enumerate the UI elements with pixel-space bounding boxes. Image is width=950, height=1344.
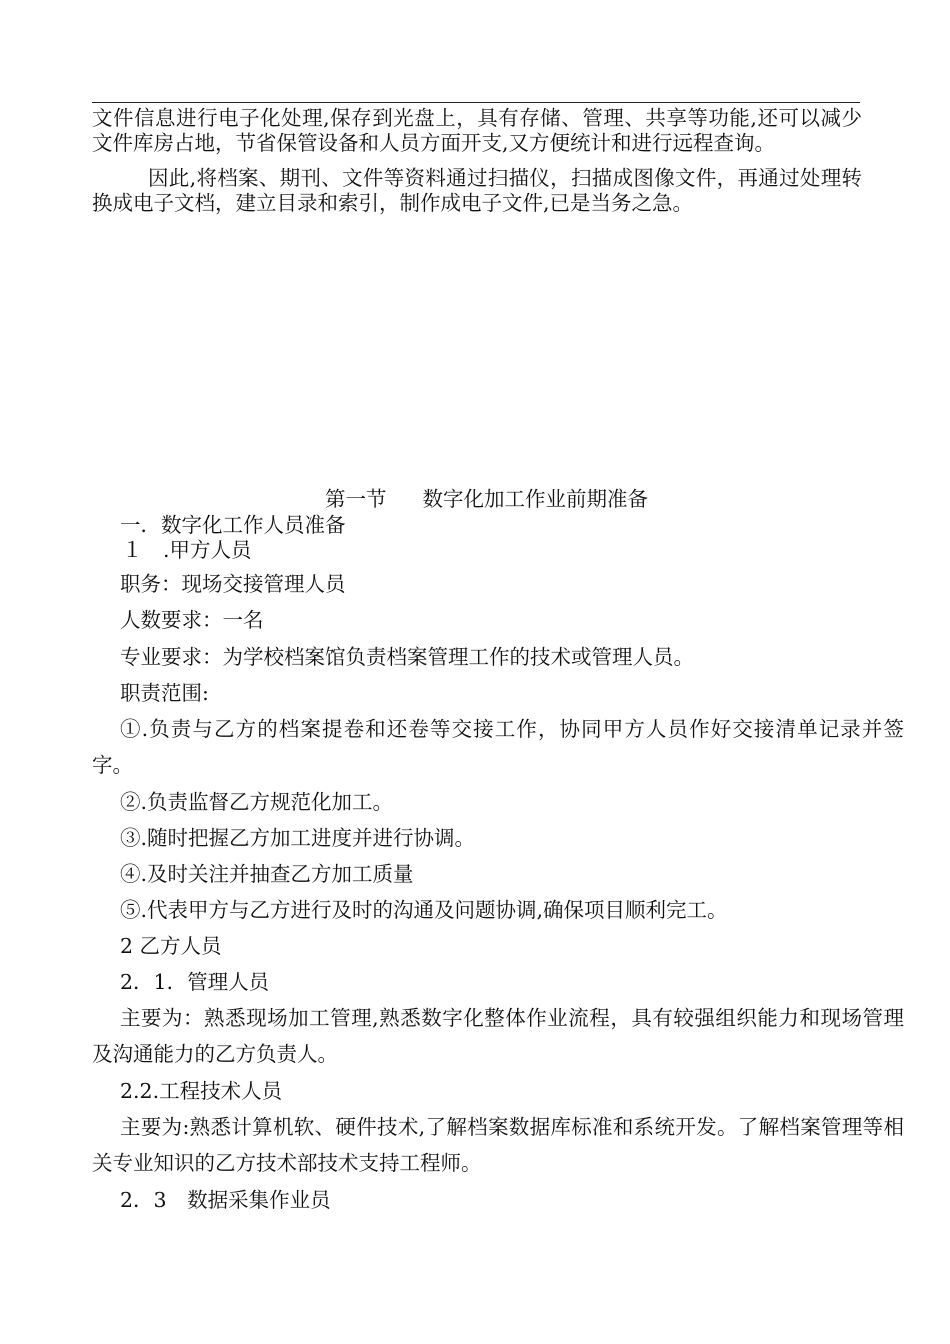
text-major: 专业要求：为学校档案馆负责档案管理工作的技术或管理人员。 bbox=[120, 645, 694, 669]
engineers-description: 主要为:熟悉计算机软、硬件技术,了解档案数据库标准和系统开发。了解档案管理等相关专业知识的乙方技术部技术支持工程师。 bbox=[92, 1115, 904, 1175]
heading-managers: 2．1．管理人员 bbox=[120, 970, 270, 994]
duty-item-5: ⑤.代表甲方与乙方进行及时的沟通及问题协调,确保项目顺利完工。 bbox=[120, 898, 728, 922]
managers-description: 主要为：熟悉现场加工管理,熟悉数字化整体作业流程，具有较强组织能力和现场管理及沟通能力的乙方负责人。 bbox=[92, 1006, 904, 1066]
heading-party-b: 2 乙方人员 bbox=[120, 934, 222, 958]
duty-item-3: ③.随时把握乙方加工进度并进行协调。 bbox=[120, 826, 476, 850]
duty-item-1: ①.负责与乙方的档案提卷和还卷等交接工作，协同甲方人员作好交接清单记录并签字。 bbox=[92, 717, 904, 777]
heading-party-a: １ .甲方人员 bbox=[122, 538, 252, 562]
intro-paragraph-1: 文件信息进行电子化处理,保存到光盘上，具有存储、管理、共享等功能,还可以减少文件库房占地，节省保管设备和人员方面开支,又方便统计和进行远程查询。 bbox=[92, 106, 862, 155]
section-title: 数字化加工作业前期准备 bbox=[422, 487, 648, 511]
intro-paragraph-2: 因此,将档案、期刊、文件等资料通过扫描仪，扫描成图像文件，再通过处理转换成电子文档，建立目录和索引，制作成电子文件,已是当务之急。 bbox=[92, 166, 862, 215]
duty-item-4: ④.及时关注并抽查乙方加工质量 bbox=[120, 862, 414, 886]
text-scope: 职责范围: bbox=[120, 681, 209, 705]
heading-staff-prep: 一．数字化工作人员准备 bbox=[120, 513, 346, 537]
heading-data-operators: 2．3 数据采集作业员 bbox=[120, 1188, 331, 1212]
text-count: 人数要求：一名 bbox=[120, 608, 264, 632]
duty-item-2: ②.负责监督乙方规范化加工。 bbox=[120, 790, 394, 814]
heading-engineers: 2.2.工程技术人员 bbox=[120, 1079, 283, 1103]
text-duty: 职务：现场交接管理人员 bbox=[120, 572, 346, 596]
section-number: 第一节 bbox=[325, 487, 387, 511]
